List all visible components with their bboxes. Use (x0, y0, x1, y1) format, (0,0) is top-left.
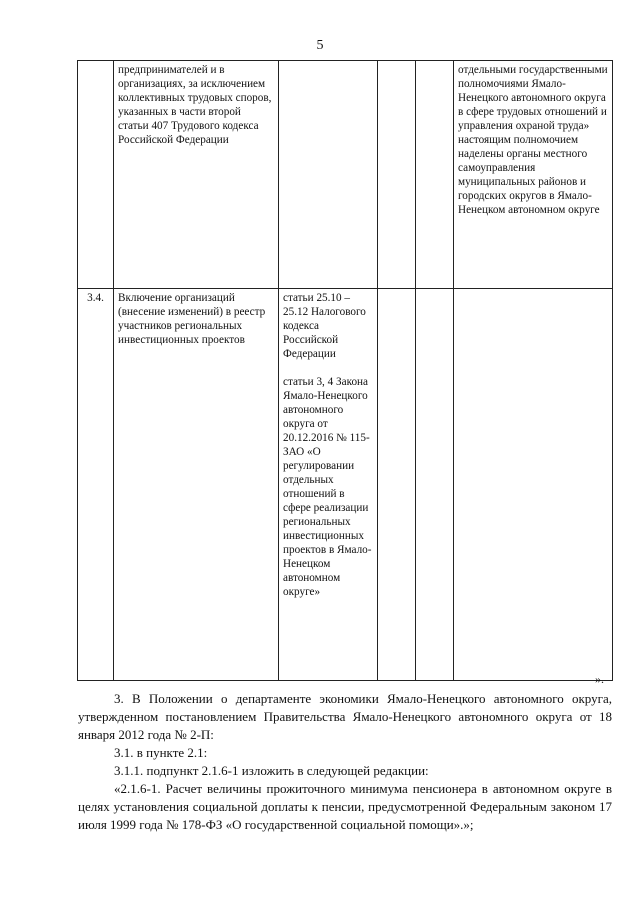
function-name: Включение организаций (внесение изменений) в реестр участников региональных инвестиционных проектов (114, 289, 279, 681)
page-number: 5 (316, 38, 324, 53)
legal-basis (279, 61, 378, 289)
document-body (78, 690, 612, 834)
empty-cell (416, 61, 454, 289)
competencies-table (77, 60, 613, 681)
row-number (78, 61, 114, 289)
row-number: 3.4. (78, 289, 114, 681)
paragraph: 3.1. в пункте 2.1: (114, 745, 208, 760)
table-row (78, 289, 613, 681)
function-name: предпринимателей и в организациях, за исключением коллективных трудовых споров, указанных в части второй статьи 407 Трудового кодекса Российской Федерации (114, 61, 279, 289)
note-cell: отдельными государственными полномочиями Ямало-Ненецкого автономного округа в сфере трудовых отношений и управления охраной труда» настоящим полномочием наделены органы местного самоуправления муниципальных районов и городских округов в Ямало-Ненецком автономном округе (454, 61, 613, 289)
empty-cell (416, 289, 454, 681)
legal-basis: статьи 25.10 – 25.12 Налогового кодекса Российской Федерации статьи 3, 4 Закона Ямало-Ненецкого автономного округа от 20.12.2016 № 115-ЗАО «О регулировании отдельных отношений в сфере реализации региональных инвестиционных проектов в Ямало-Ненецком автономном округе» (279, 289, 378, 681)
paragraph: «2.1.6-1. Расчет величины прожиточного минимума пенсионера в автономном округе в целях установления социальной доплаты к пенсии, предусмотренной Федеральным законом 17 июля 1999 года № 178-ФЗ «О государственной социальной помощи».»; (78, 781, 612, 832)
note-cell (454, 289, 613, 681)
empty-cell (378, 289, 416, 681)
empty-cell (378, 61, 416, 289)
table-row (78, 61, 613, 289)
paragraph: 3.1.1. подпункт 2.1.6-1 изложить в следующей редакции: (114, 763, 429, 778)
paragraph: 3. В Положении о департаменте экономики Ямало-Ненецкого автономного округа, утвержденном постановлением Правительства Ямало-Ненецкого автономного округа от 18 января 2012 года № 2-П: (78, 691, 612, 742)
table-closing-quote: ». (595, 672, 604, 686)
